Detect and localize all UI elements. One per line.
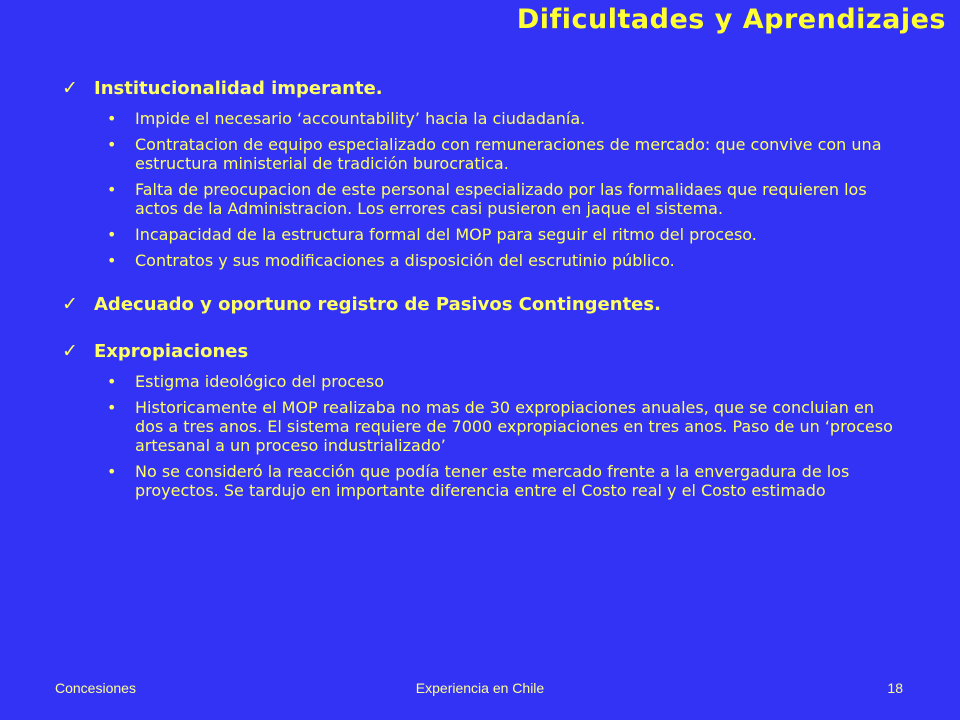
footer-center-text: Experiencia en Chile xyxy=(415,680,545,696)
bullet-icon: • xyxy=(107,225,117,244)
list-item xyxy=(107,251,905,270)
section-heading-text: Institucionalidad imperante. xyxy=(94,78,383,99)
list-item-text: Incapacidad de la estructura formal del MOP para seguir el ritmo del proceso. xyxy=(135,225,757,244)
footer-left-text: Concesiones xyxy=(55,680,136,696)
list-item xyxy=(107,372,905,391)
list-item xyxy=(107,462,905,500)
page-number: 18 xyxy=(887,680,903,696)
section-heading-text: Adecuado y oportuno registro de Pasivos Contingentes. xyxy=(94,294,661,315)
section-heading xyxy=(62,76,922,101)
bullet-icon: • xyxy=(107,462,117,481)
bullet-icon: • xyxy=(107,372,117,391)
list-item-text: Impide el necesario ‘accountability’ hacia la ciudadanía. xyxy=(135,109,586,128)
section-heading-text: Expropiaciones xyxy=(94,341,249,362)
bullet-icon: • xyxy=(107,180,117,199)
slide-content xyxy=(62,76,922,522)
list-item-text: Falta de preocupacion de este personal especializado por las formalidaes que requieren los actos de la Administracion. Los errores casi pusieron en jaque el sistema. xyxy=(135,180,867,218)
list-item-text: Contratos y sus modificaciones a disposición del escrutinio público. xyxy=(135,251,675,270)
bullet-list xyxy=(62,109,922,270)
checkmark-icon: ✓ xyxy=(62,77,78,99)
list-item-text: Estigma ideológico del proceso xyxy=(135,372,385,391)
checkmark-icon: ✓ xyxy=(62,340,78,362)
list-item-text: Historicamente el MOP realizaba no mas de 30 expropiaciones anuales, que se concluian en dos a tres anos. El sistema requiere de 7000 expropiaciones en tres anos. Paso de un ‘proceso artesanal a un proceso industrializado’ xyxy=(135,398,893,455)
slide-title: Dificultades y Aprendizajes xyxy=(516,4,946,35)
list-item xyxy=(107,135,905,173)
section-heading xyxy=(62,339,922,364)
bullet-icon: • xyxy=(107,135,117,154)
list-item-text: Contratacion de equipo especializado con remuneraciones de mercado: que convive con una estructura ministerial de tradición burocratica. xyxy=(135,135,882,173)
bullet-icon: • xyxy=(107,398,117,417)
list-item xyxy=(107,109,905,128)
bullet-list xyxy=(62,372,922,500)
list-item xyxy=(107,225,905,244)
section-expropiaciones xyxy=(62,339,922,500)
bullet-icon: • xyxy=(107,109,117,128)
checkmark-icon: ✓ xyxy=(62,293,78,315)
section-institucionalidad xyxy=(62,76,922,270)
list-item-text: No se consideró la reacción que podía tener este mercado frente a la envergadura de los proyectos. Se tardujo en importante diferencia entre el Costo real y el Costo estimado xyxy=(135,462,850,500)
section-pasivos-contingentes xyxy=(62,292,922,317)
list-item xyxy=(107,180,905,218)
bullet-icon: • xyxy=(107,251,117,270)
list-item xyxy=(107,398,905,455)
section-heading xyxy=(62,292,922,317)
